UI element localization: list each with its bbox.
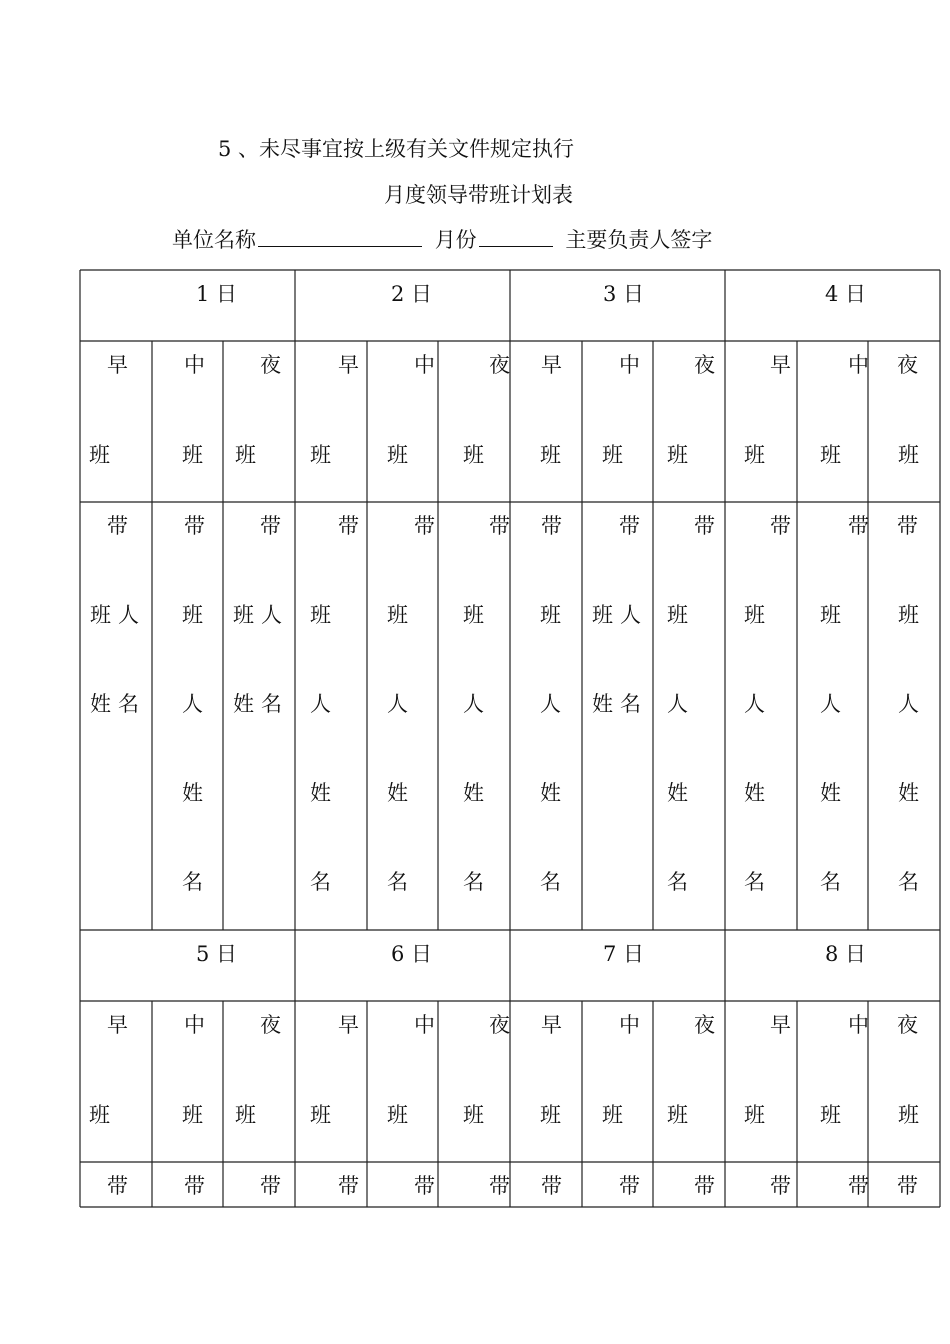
unit-name-label: 单位名称 (172, 228, 256, 252)
leader-name-char: 名 (310, 870, 331, 894)
leader-name-char: 名 (182, 870, 203, 894)
shift-label-top: 早 (770, 1013, 791, 1037)
shift-label-bottom: 班 (463, 443, 484, 467)
shift-label-top: 早 (541, 1013, 562, 1037)
shift-label-top: 早 (107, 353, 128, 377)
shift-label-top: 中 (414, 353, 435, 377)
leader-name-char: 人 (744, 692, 765, 716)
day-header: 5 日 (196, 942, 238, 966)
shift-label-bottom: 班 (310, 443, 331, 467)
signature-label: 主要负责人签字 (565, 228, 713, 252)
leader-name-char: 带 (260, 514, 281, 538)
shift-label-top: 早 (541, 353, 562, 377)
shift-label-bottom: 班 (667, 443, 688, 467)
leader-name-char: 名 (898, 870, 919, 894)
leader-name-char: 带 (770, 514, 791, 538)
leader-name-char: 班 (592, 603, 613, 627)
leader-name-char: 人 (310, 692, 331, 716)
shift-label-top: 夜 (260, 353, 281, 377)
note-line: 5 、未尽事宜按上级有关文件规定执行 (218, 137, 575, 161)
leader-name-char: 带 (848, 514, 869, 538)
shift-label-top: 早 (107, 1013, 128, 1037)
shift-label-top: 中 (848, 353, 869, 377)
shift-label-bottom: 班 (898, 1103, 919, 1127)
shift-label-bottom: 班 (602, 1103, 623, 1127)
shift-label-bottom: 班 (744, 1103, 765, 1127)
shift-label-bottom: 班 (898, 443, 919, 467)
leader-name-char: 带 (414, 514, 435, 538)
leader-name-char: 班 (820, 603, 841, 627)
leader-name-char: 班 (387, 603, 408, 627)
leader-name-char: 名 (387, 870, 408, 894)
shift-label-bottom: 班 (387, 1103, 408, 1127)
shift-label-bottom: 班 (182, 443, 203, 467)
shift-label-top: 早 (770, 353, 791, 377)
shift-label-bottom: 班 (235, 443, 256, 467)
shift-label-bottom: 班 (89, 443, 110, 467)
shift-label-bottom: 班 (820, 443, 841, 467)
leader-name-char: 姓 (90, 692, 111, 716)
leader-name-char: 姓 (820, 781, 841, 805)
day-header: 6 日 (391, 942, 433, 966)
shift-label-top: 中 (848, 1013, 869, 1037)
leader-name-char: 人 (463, 692, 484, 716)
leader-name-char: 带 (107, 1174, 128, 1198)
leader-name-char: 人 (820, 692, 841, 716)
shift-label-top: 中 (414, 1013, 435, 1037)
shift-label-top: 中 (184, 353, 205, 377)
leader-name-char: 人 (620, 603, 641, 627)
leader-name-char: 带 (184, 514, 205, 538)
shift-label-bottom: 班 (89, 1103, 110, 1127)
leader-name-char: 姓 (463, 781, 484, 805)
month-label: 月份 (434, 228, 477, 252)
shift-label-top: 中 (619, 1013, 640, 1037)
shift-label-bottom: 班 (182, 1103, 203, 1127)
shift-label-top: 夜 (260, 1013, 281, 1037)
day-header: 2 日 (391, 282, 433, 306)
leader-name-char: 人 (118, 603, 139, 627)
leader-name-char: 班 (744, 603, 765, 627)
leader-name-char: 带 (897, 514, 918, 538)
leader-name-char: 带 (770, 1174, 791, 1198)
leader-name-char: 带 (107, 514, 128, 538)
shift-label-top: 夜 (694, 1013, 715, 1037)
day-header: 4 日 (825, 282, 867, 306)
table-title: 月度领导带班计划表 (384, 183, 573, 207)
shift-label-bottom: 班 (667, 1103, 688, 1127)
leader-name-char: 带 (897, 1174, 918, 1198)
shift-label-top: 中 (184, 1013, 205, 1037)
leader-name-char: 人 (898, 692, 919, 716)
leader-name-char: 名 (820, 870, 841, 894)
day-header: 3 日 (603, 282, 645, 306)
leader-name-char: 姓 (744, 781, 765, 805)
leader-name-char: 姓 (182, 781, 203, 805)
leader-name-char: 班 (667, 603, 688, 627)
shift-label-top: 中 (619, 353, 640, 377)
leader-name-char: 带 (619, 514, 640, 538)
leader-name-char: 姓 (310, 781, 331, 805)
leader-name-char: 班 (233, 603, 254, 627)
leader-name-char: 名 (744, 870, 765, 894)
day-header: 8 日 (825, 942, 867, 966)
leader-name-char: 姓 (592, 692, 613, 716)
shift-label-bottom: 班 (540, 1103, 561, 1127)
shift-label-top: 夜 (489, 353, 510, 377)
shift-label-top: 夜 (489, 1013, 510, 1037)
leader-name-char: 人 (667, 692, 688, 716)
shift-label-top: 夜 (694, 353, 715, 377)
leader-name-char: 带 (694, 1174, 715, 1198)
day-header: 7 日 (603, 942, 645, 966)
shift-label-bottom: 班 (602, 443, 623, 467)
shift-label-bottom: 班 (310, 1103, 331, 1127)
leader-name-char: 人 (387, 692, 408, 716)
leader-name-char: 班 (540, 603, 561, 627)
leader-name-char: 带 (848, 1174, 869, 1198)
shift-label-top: 夜 (897, 353, 918, 377)
leader-name-char: 带 (489, 514, 510, 538)
leader-name-char: 班 (182, 603, 203, 627)
leader-name-char: 姓 (898, 781, 919, 805)
leader-name-char: 带 (694, 514, 715, 538)
shift-label-bottom: 班 (540, 443, 561, 467)
leader-name-char: 姓 (233, 692, 254, 716)
leader-name-char: 班 (90, 603, 111, 627)
shift-label-bottom: 班 (820, 1103, 841, 1127)
leader-name-char: 人 (182, 692, 203, 716)
leader-name-char: 班 (463, 603, 484, 627)
leader-name-char: 名 (667, 870, 688, 894)
shift-label-bottom: 班 (235, 1103, 256, 1127)
leader-name-char: 名 (463, 870, 484, 894)
leader-name-char: 带 (489, 1174, 510, 1198)
shift-label-top: 早 (338, 353, 359, 377)
leader-name-char: 带 (619, 1174, 640, 1198)
shift-label-bottom: 班 (744, 443, 765, 467)
shift-label-bottom: 班 (387, 443, 408, 467)
leader-name-char: 班 (898, 603, 919, 627)
day-header: 1 日 (196, 282, 238, 306)
shift-label-top: 夜 (897, 1013, 918, 1037)
leader-name-char: 名 (118, 692, 139, 716)
leader-name-char: 人 (540, 692, 561, 716)
leader-name-char: 带 (184, 1174, 205, 1198)
leader-name-char: 带 (541, 514, 562, 538)
shift-label-top: 早 (338, 1013, 359, 1037)
leader-name-char: 姓 (387, 781, 408, 805)
leader-name-char: 带 (260, 1174, 281, 1198)
leader-name-char: 人 (261, 603, 282, 627)
leader-name-char: 带 (338, 1174, 359, 1198)
leader-name-char: 带 (338, 514, 359, 538)
leader-name-char: 带 (541, 1174, 562, 1198)
leader-name-char: 带 (414, 1174, 435, 1198)
leader-name-char: 班 (310, 603, 331, 627)
leader-name-char: 名 (540, 870, 561, 894)
leader-name-char: 姓 (667, 781, 688, 805)
leader-name-char: 名 (261, 692, 282, 716)
leader-name-char: 名 (620, 692, 641, 716)
leader-name-char: 姓 (540, 781, 561, 805)
shift-label-bottom: 班 (463, 1103, 484, 1127)
